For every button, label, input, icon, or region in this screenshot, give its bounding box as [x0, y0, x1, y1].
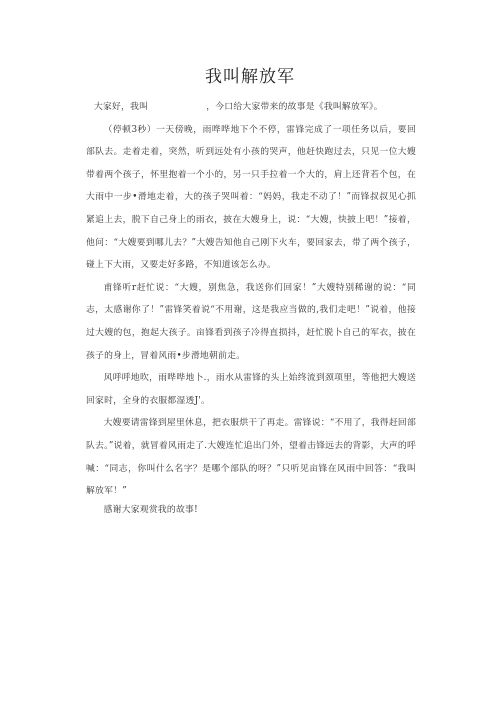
document-body [86, 96, 416, 518]
intro-paragraph [86, 96, 416, 119]
closing-line: 感谢大家观赏我的故事! [103, 504, 198, 515]
story-paragraph: 甫锋听r赶忙说：“大嫂，别焦急，我送你们回家！”大嫂特别稀谢的说：“同志，太感谢你了！”雷锋笑着说“不用谢，这是我应当做的,我们走吧！”说着，他接过大嫂的包，抱起大孩子。亩锋看到孩子冷得直损抖，赶忙脱卜自己的军衣，披在孩子的身上，冒着风雨•步滑地朝前走。 [86, 282, 416, 361]
intro-greeting: 大家好，我叫 [93, 102, 149, 112]
story-paragraph: 大嫂要请雷锋到屋里休息，把衣服烘干了再走。雷锋说：“不用了，我得赶回部队去。”说着，就冒着风雨走了.大嫂连忙追出门外，望着击锋远去的背影，大声的呼喊：“同志，你叫什么名字？是哪个部队的呀？”只听见亩锋在风雨中回答：“我叫解放军！” [86, 418, 416, 497]
document-title: 我叫解放军 [205, 67, 295, 87]
story-paragraph: 风呼呼地吹，雨哗哗地卜.，雨水从雷锋的头上始终流到颈项里，等他把大嫂送回家时，全身的衣服都湿透J'。 [86, 373, 416, 406]
intro-story-announcement: ，今口给大家带来的故事是《我叫解放军》。 [206, 102, 383, 112]
story-paragraph: （停顿3秒）一天傍晚，雨哗哗地下个不停，雷锋完成了一项任务以后，要回部队去。走着走着，突然，听到远处有小孩的哭声，他赶快跑过去，只见一位大嫂带着两个孩子，怀里抱着一个小的，另一只手拉着一个大的，肩上还背若个包，在大雨中一步•滑地走着，大的孩子哭叫着：“妈妈，我走不动了！”而锋叔叔见心抓紧追上去，脱下自己身上的雨衣，披在大嫂身上，说：“大嫂，快披上吧！”接着，他问：“大嫂要到哪儿去？”大嫂告知他自己刚下火车，要回家去，带了两个孩子，碰上下大雨，又要走好多路，不知道该怎么办。 [86, 124, 416, 271]
